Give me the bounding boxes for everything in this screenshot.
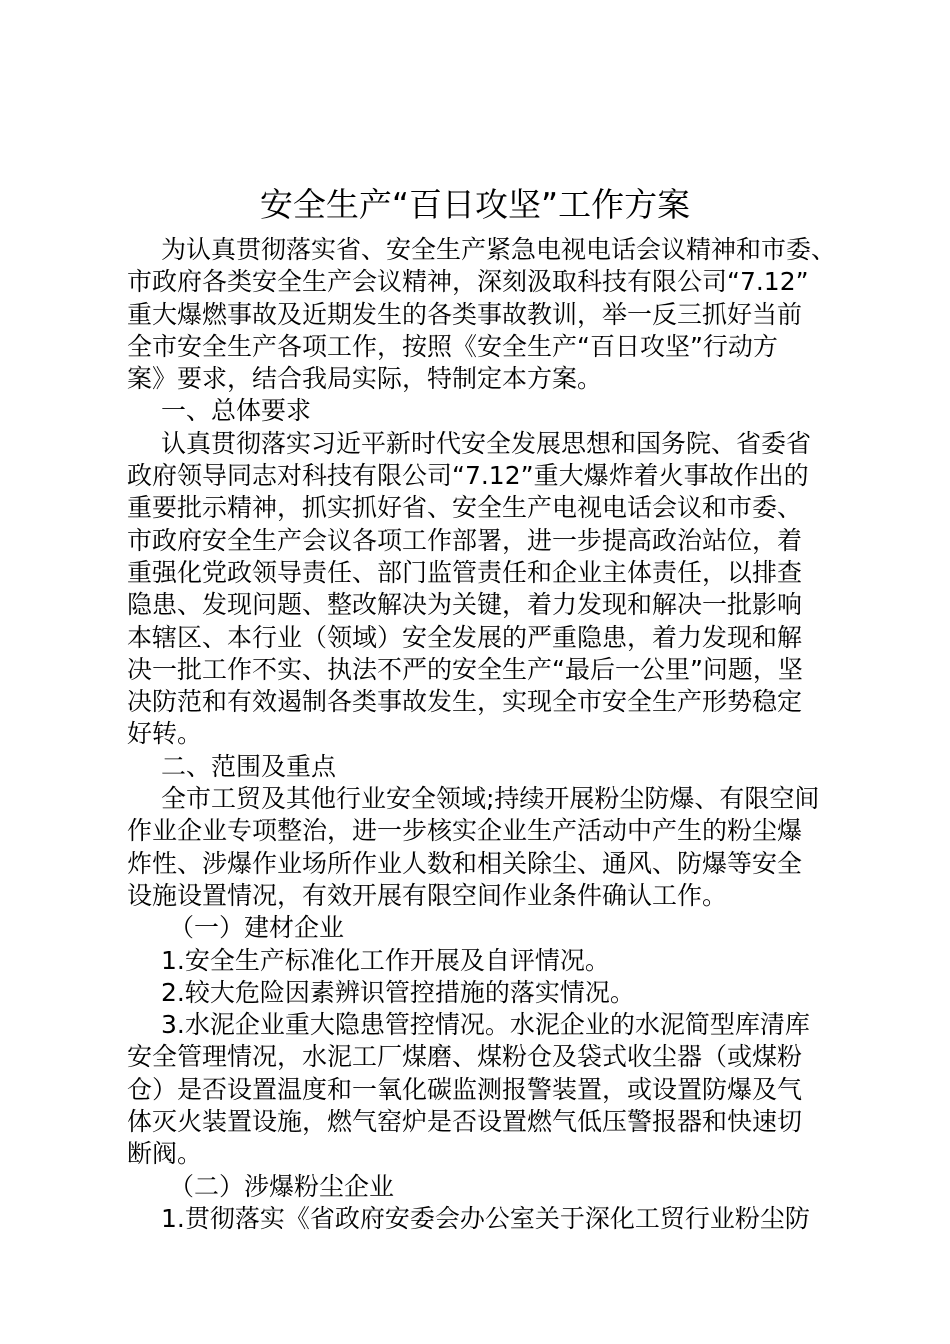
paragraph-line: 隐患、发现问题、整改解决为关键，着力发现和解决一批影响 — [127, 590, 803, 620]
paragraph-line: 决防范和有效遏制各类事故发生，实现全市安全生产形势稳定 — [127, 687, 803, 717]
paragraph-line: 认真贯彻落实习近平新时代安全发展思想和国务院、省委省 — [161, 428, 812, 458]
paragraph-line: 重大爆燃事故及近期发生的各类事故教训，举一反三抓好当前 — [127, 299, 803, 329]
paragraph-line: 仓）是否设置温度和一氧化碳监测报警装置，或设置防爆及气 — [127, 1074, 803, 1104]
paragraph-line: 为认真贯彻落实省、安全生产紧急电视电话会议精神和市委、 — [161, 235, 837, 264]
paragraph-line: 重强化党政领导责任、部门监管责任和企业主体责任，以排查 — [127, 557, 803, 587]
paragraph-line: 作业企业专项整治，进一步核实企业生产活动中产生的粉尘爆 — [127, 816, 803, 846]
paragraph-line: 好转。 — [127, 719, 203, 749]
section-heading: 二、范围及重点 — [161, 751, 337, 781]
document-title: 安全生产“百日攻坚”工作方案 — [259, 185, 691, 224]
list-item: 1.贯彻落实《省政府安委会办公室关于深化工贸行业粉尘防 — [161, 1203, 810, 1233]
list-item: 1.安全生产标准化工作开展及自评情况。 — [161, 945, 610, 975]
paragraph-line: 设施设置情况，有效开展有限空间作业条件确认工作。 — [127, 880, 728, 910]
paragraph-line: 市政府安全生产会议各项工作部署，进一步提高政治站位，着 — [127, 525, 803, 555]
paragraph-line: 体灭火装置设施，燃气窑炉是否设置燃气低压警报器和快速切 — [127, 1107, 803, 1137]
section-heading: 一、总体要求 — [161, 396, 312, 426]
paragraph-line: 全市工贸及其他行业安全领域;持续开展粉尘防爆、有限空间 — [161, 784, 820, 814]
subsection-heading: （二）涉爆粉尘企业 — [169, 1171, 395, 1201]
paragraph-line: 案》要求，结合我局实际，特制定本方案。 — [127, 364, 603, 394]
list-item: 2.较大危险因素辨识管控措施的落实情况。 — [161, 977, 635, 1007]
paragraph-line: 断阀。 — [127, 1139, 203, 1169]
document-body — [127, 234, 837, 1235]
paragraph-line: 决一批工作不实、执法不严的安全生产“最后一公里”问题，坚 — [127, 654, 803, 684]
paragraph-line: 本辖区、本行业（领域）安全发展的严重隐患，着力发现和解 — [127, 622, 803, 652]
paragraph-line: 炸性、涉爆作业场所作业人数和相关除尘、通风、防爆等安全 — [127, 848, 803, 878]
paragraph-line: 重要批示精神，抓实抓好省、安全生产电视电话会议和市委、 — [127, 493, 803, 523]
list-item: 3.水泥企业重大隐患管控情况。水泥企业的水泥简型库清库 — [161, 1010, 810, 1040]
paragraph-line: 市政府各类安全生产会议精神，深刻汲取科技有限公司“7.12” — [127, 267, 809, 297]
paragraph-line: 政府领导同志对科技有限公司“7.12”重大爆炸着火事故作出的 — [127, 461, 809, 491]
paragraph-line: 安全管理情况，水泥工厂煤磨、煤粉仓及袋式收尘器（或煤粉 — [127, 1042, 803, 1072]
subsection-heading: （一）建材企业 — [169, 913, 345, 943]
paragraph-line: 全市安全生产各项工作，按照《安全生产“百日攻坚”行动方 — [127, 331, 778, 361]
